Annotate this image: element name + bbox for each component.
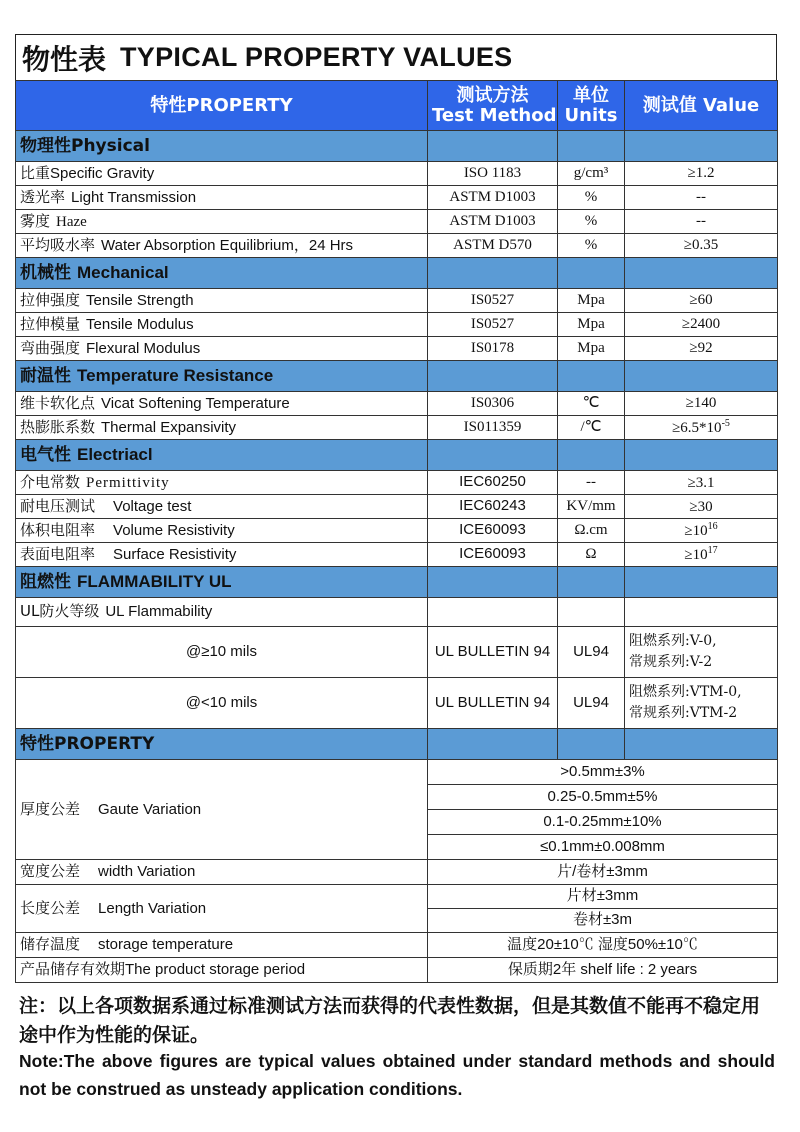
table-row (16, 627, 778, 678)
value: 阻燃系列:VTM-0, 常规系列:VTM-2 (625, 678, 778, 729)
category-title: 耐温性 Temperature Resistance (16, 361, 428, 392)
table-row (16, 210, 778, 234)
category-mechanical (16, 258, 778, 289)
table-row (16, 289, 778, 313)
property-name: 弯曲强度 Flexural Modulus (16, 337, 428, 361)
value: 片/卷材±3mm (428, 860, 778, 885)
category-title: 电气性 Electriacl (16, 440, 428, 471)
property-name: 透光率 Light Transmission (16, 186, 428, 210)
table-row (16, 337, 778, 361)
property-name: 比重Specific Gravity (16, 162, 428, 186)
table-row (16, 678, 778, 729)
title-cn: 物性表 (22, 42, 107, 76)
header-method-cn: 测试方法 (456, 84, 529, 106)
category-title: 物理性Physical (16, 131, 428, 162)
category-title: 机械性 Mechanical (16, 258, 428, 289)
unit: KV/mm (558, 495, 625, 519)
property-name: 厚度公差 Gaute Variation (16, 760, 428, 860)
value: ≥2400 (625, 313, 778, 337)
table-row (16, 162, 778, 186)
value: 温度20±10℃ 湿度50%±10℃ (428, 933, 778, 958)
unit: % (558, 186, 625, 210)
category-title: 特性PROPERTY (16, 729, 428, 760)
header-method (428, 81, 558, 131)
table-row (16, 416, 778, 440)
unit: /℃ (558, 416, 625, 440)
value: $\ge 10^{16}$ (625, 519, 778, 543)
value: $\ge 10^{17}$ (625, 543, 778, 567)
property-name: 宽度公差 width Variation (16, 860, 428, 885)
header-unit-cn: 单位 (573, 84, 609, 106)
table-row (16, 933, 778, 958)
table-row (16, 519, 778, 543)
unit: -- (558, 471, 625, 495)
note-chinese: 注：以上各项数据系通过标准测试方法而获得的代表性数据，但是其数值不能再不稳定用途中作为性能的保证。 (19, 995, 761, 1046)
property-name: 维卡软化点 Vicat Softening Temperature (16, 392, 428, 416)
value: ≥60 (625, 289, 778, 313)
value: ≥0.35 (625, 234, 778, 258)
value: ≥1.2 (625, 162, 778, 186)
category-title: 阻燃性 FLAMMABILITY UL (16, 567, 428, 598)
value: ≥3.1 (625, 471, 778, 495)
value: ≥140 (625, 392, 778, 416)
unit: Mpa (558, 313, 625, 337)
property-name: 拉伸模量 Tensile Modulus (16, 313, 428, 337)
property-name: 介电常数 Permittivity (16, 471, 428, 495)
table-row (16, 598, 778, 627)
table-row (16, 885, 778, 909)
property-name: 表面电阻率 Surface Resistivity (16, 543, 428, 567)
test-method: ASTM D570 (428, 234, 558, 258)
value: 保质期2年 shelf life : 2 years (428, 958, 778, 983)
value: ≥30 (625, 495, 778, 519)
test-method: IS0306 (428, 392, 558, 416)
header-unit (558, 81, 625, 131)
property-name: 平均吸水率 Water Absorption Equilibrium，24 Hrs (16, 234, 428, 258)
test-method: ASTM D1003 (428, 186, 558, 210)
table-row (16, 760, 778, 785)
unit: g/cm³ (558, 162, 625, 186)
table-row (16, 234, 778, 258)
category-temperature (16, 361, 778, 392)
test-method: IS0527 (428, 313, 558, 337)
unit: % (558, 210, 625, 234)
value: 0.25-0.5mm±5% (428, 785, 778, 810)
value: 卷材±3m (428, 909, 778, 933)
header-value: 测试值 Value (625, 81, 778, 131)
table-row (16, 186, 778, 210)
category-electrical (16, 440, 778, 471)
property-sheet (15, 34, 777, 983)
unit: ℃ (558, 392, 625, 416)
value: -- (625, 186, 778, 210)
unit: Ω (558, 543, 625, 567)
header-row (16, 81, 778, 131)
title-bar (15, 34, 777, 80)
property-table (15, 80, 778, 983)
unit: % (558, 234, 625, 258)
table-row (16, 543, 778, 567)
property-name: UL防火等级 UL Flammability (16, 598, 428, 627)
table-row (16, 860, 778, 885)
table-row (16, 471, 778, 495)
property-name: 长度公差 Length Variation (16, 885, 428, 933)
property-name: 体积电阻率 Volume Resistivity (16, 519, 428, 543)
property-name: 雾度 Haze (16, 210, 428, 234)
unit: Ω.cm (558, 519, 625, 543)
category-property (16, 729, 778, 760)
property-name: 耐电压测试 Voltage test (16, 495, 428, 519)
value: $\ge 6.5*10^{-5}$ (625, 416, 778, 440)
condition: @≥10 mils (16, 627, 428, 678)
test-method: ICE60093 (428, 543, 558, 567)
value: ≥92 (625, 337, 778, 361)
test-method: IEC60250 (428, 471, 558, 495)
value: >0.5mm±3% (428, 760, 778, 785)
value: 阻燃系列:V-0, 常规系列:V-2 (625, 627, 778, 678)
test-method: IEC60243 (428, 495, 558, 519)
table-row (16, 958, 778, 983)
header-property: 特性PROPERTY (16, 81, 428, 131)
test-method: IS0178 (428, 337, 558, 361)
note-english: Note:The above figures are typical values obtained under standard methods and should not be construed as unsteady application conditions. (19, 1051, 775, 1099)
condition: @<10 mils (16, 678, 428, 729)
value: -- (625, 210, 778, 234)
value: 片材±3mm (428, 885, 778, 909)
unit: Mpa (558, 337, 625, 361)
title-en: TYPICAL PROPERTY VALUES (120, 42, 513, 72)
test-method: IS011359 (428, 416, 558, 440)
property-name: 热膨胀系数 Thermal Expansivity (16, 416, 428, 440)
test-method: IS0527 (428, 289, 558, 313)
table-row (16, 392, 778, 416)
value: 0.1-0.25mm±10% (428, 810, 778, 835)
category-flammability (16, 567, 778, 598)
test-method: UL BULLETIN 94 (428, 678, 558, 729)
test-method: UL BULLETIN 94 (428, 627, 558, 678)
header-unit-en: Units (564, 104, 618, 126)
table-row (16, 313, 778, 337)
header-method-en: Test Method (432, 104, 557, 126)
category-physical (16, 131, 778, 162)
unit: UL94 (558, 627, 625, 678)
unit: Mpa (558, 289, 625, 313)
property-name: 储存温度 storage temperature (16, 933, 428, 958)
property-name: 产品储存有效期The product storage period (16, 958, 428, 983)
value: ≤0.1mm±0.008mm (428, 835, 778, 860)
test-method: ISO 1183 (428, 162, 558, 186)
unit: UL94 (558, 678, 625, 729)
table-row (16, 495, 778, 519)
property-name: 拉伸强度 Tensile Strength (16, 289, 428, 313)
test-method: ICE60093 (428, 519, 558, 543)
test-method: ASTM D1003 (428, 210, 558, 234)
